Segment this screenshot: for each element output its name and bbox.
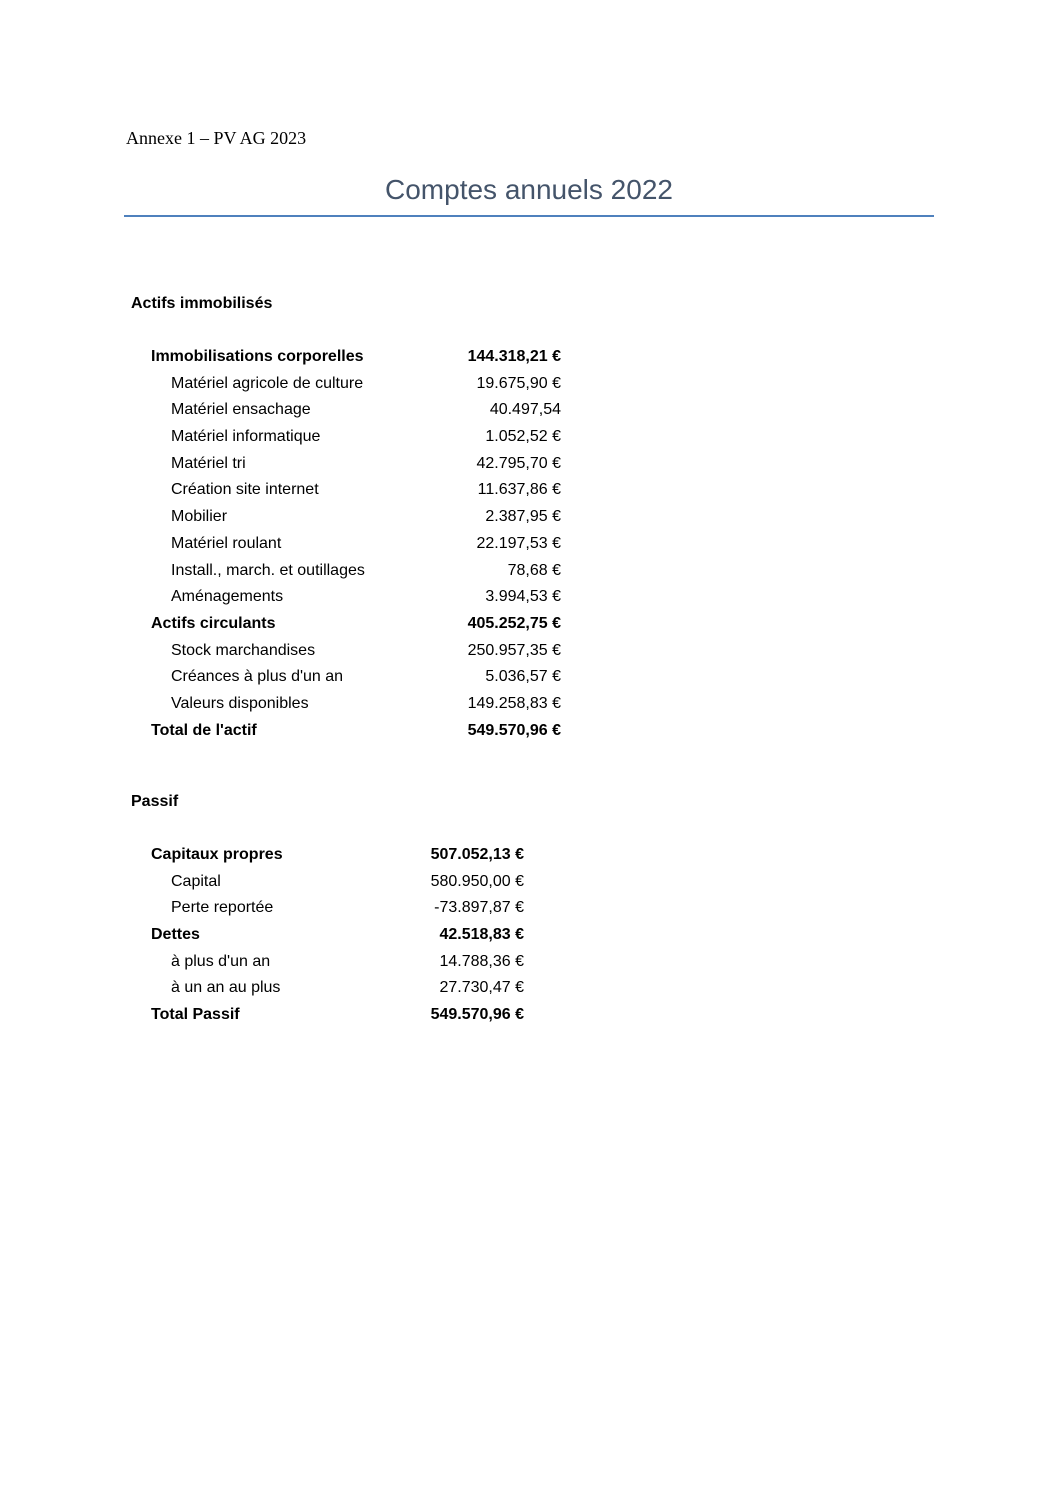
- actif-row: [151, 477, 561, 504]
- actif-table: [151, 344, 561, 744]
- actif-row-label: Création site internet: [171, 481, 319, 499]
- passif-row: [151, 1002, 524, 1029]
- passif-table: [151, 842, 524, 1029]
- actif-row-value: 250.957,35 €: [467, 641, 561, 659]
- actif-row-label: Actifs circulants: [151, 614, 276, 632]
- passif-heading: Passif: [131, 793, 179, 810]
- actif-heading: Actifs immobilisés: [131, 295, 273, 312]
- actif-row-label: Stock marchandises: [171, 641, 316, 659]
- actif-row-value: 22.197,53 €: [476, 534, 561, 552]
- actif-row-value: 2.387,95 €: [485, 508, 561, 526]
- actif-row-value: 1.052,52 €: [485, 428, 561, 446]
- actif-row: [151, 558, 561, 585]
- actif-row: [151, 504, 561, 531]
- actif-row-label: Matériel informatique: [171, 428, 321, 446]
- actif-row-label: Créances à plus d'un an: [171, 668, 344, 686]
- passif-row-label: à plus d'un an: [171, 952, 271, 970]
- actif-row-value: 42.795,70 €: [476, 454, 561, 472]
- actif-row-label: Matériel ensachage: [171, 401, 311, 419]
- actif-row-value: 144.318,21 €: [467, 348, 561, 365]
- actif-row-value: 405.252,75 €: [467, 614, 561, 632]
- actif-row: [151, 584, 561, 611]
- actif-row: [151, 424, 561, 451]
- actif-row-value: 11.637,86 €: [477, 481, 561, 499]
- passif-row-value: -73.897,87 €: [434, 899, 524, 917]
- actif-row-value: 5.036,57 €: [485, 668, 561, 686]
- passif-row-value: 42.518,83 €: [439, 926, 524, 944]
- passif-row: [151, 975, 524, 1002]
- passif-row-value: 14.788,36 €: [439, 952, 524, 970]
- actif-row: [151, 344, 561, 371]
- actif-row-value: 78,68 €: [507, 561, 561, 579]
- passif-row-value: 549.570,96 €: [430, 1006, 524, 1024]
- actif-row-value: 549.570,96 €: [467, 721, 561, 739]
- passif-row-label: Total Passif: [151, 1006, 240, 1024]
- passif-row-value: 580.950,00 €: [430, 872, 524, 890]
- actif-row: [151, 451, 561, 478]
- passif-row-label: Dettes: [151, 926, 200, 944]
- actif-row-label: Matériel agricole de culture: [171, 374, 364, 392]
- annex-label: Annexe 1 – PV AG 2023: [126, 128, 307, 148]
- actif-row: [151, 664, 561, 691]
- passif-row: [151, 922, 524, 949]
- actif-row-value: 40.497,54: [489, 401, 561, 419]
- actif-row: [151, 638, 561, 665]
- actif-row-value: 3.994,53 €: [485, 588, 561, 606]
- title-divider: [124, 215, 934, 217]
- actif-row-label: Total de l'actif: [151, 721, 257, 739]
- actif-row-value: 149.258,83 €: [467, 694, 561, 712]
- passif-row-value: 27.730,47 €: [439, 979, 524, 997]
- actif-row: [151, 718, 561, 745]
- passif-row-label: à un an au plus: [171, 979, 281, 997]
- passif-row: [151, 949, 524, 976]
- page-title: Comptes annuels 2022: [385, 174, 673, 205]
- passif-row: [151, 842, 524, 869]
- actif-row: [151, 691, 561, 718]
- passif-row: [151, 869, 524, 896]
- actif-row: [151, 611, 561, 638]
- actif-row-label: Install., march. et outillages: [171, 561, 365, 579]
- actif-row-label: Valeurs disponibles: [171, 694, 309, 712]
- actif-row-label: Immobilisations corporelles: [151, 348, 364, 365]
- passif-row-label: Capitaux propres: [151, 846, 283, 863]
- actif-row: [151, 531, 561, 558]
- actif-row-label: Matériel tri: [171, 454, 246, 472]
- actif-row-label: Matériel roulant: [171, 534, 282, 552]
- actif-row: [151, 371, 561, 398]
- passif-row-label: Capital: [171, 872, 221, 890]
- actif-row-label: Mobilier: [171, 508, 228, 526]
- passif-row-value: 507.052,13 €: [430, 846, 524, 863]
- passif-row-label: Perte reportée: [171, 899, 274, 917]
- actif-row: [151, 397, 561, 424]
- passif-row: [151, 895, 524, 922]
- actif-row-label: Aménagements: [171, 588, 284, 606]
- actif-row-value: 19.675,90 €: [476, 374, 561, 392]
